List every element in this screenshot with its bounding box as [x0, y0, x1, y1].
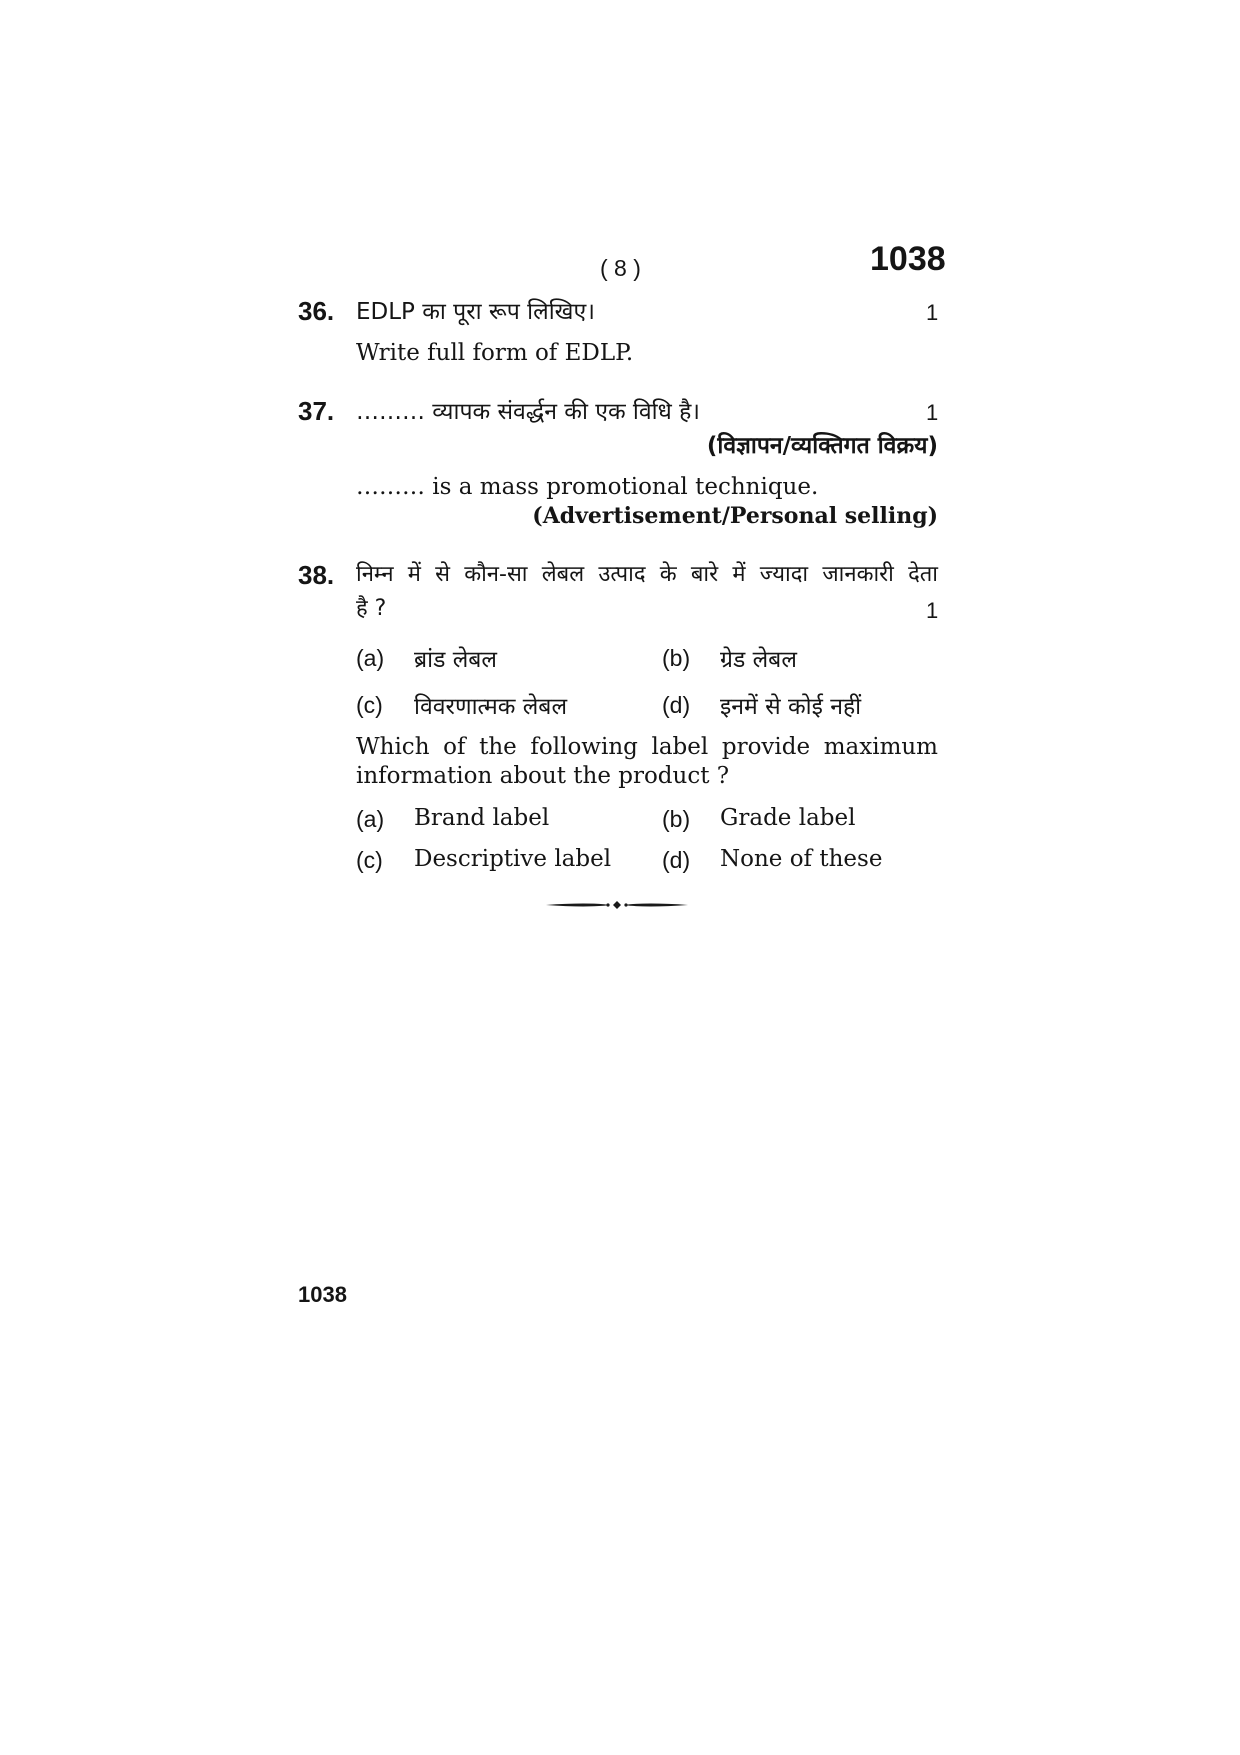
question-38-hindi-line2: है ? [356, 596, 387, 621]
question-37-english: ……… is a mass promotional technique. [356, 474, 819, 500]
english-option-a-text: Brand label [414, 805, 550, 831]
english-option-b-letter: (b) [662, 806, 691, 832]
question-38-english-line2: information about the product ? [356, 763, 730, 789]
question-number-36: 36. [298, 296, 335, 326]
hindi-option-c-letter: (c) [356, 692, 383, 718]
question-36-english: Write full form of EDLP. [356, 340, 634, 366]
end-ornament-divider [544, 898, 690, 912]
hindi-option-a-letter: (a) [356, 645, 385, 671]
hindi-option-d-letter: (d) [662, 692, 691, 718]
question-36-marks: 1 [926, 300, 939, 325]
question-37-hindi: ……… व्यापक संवर्द्धन की एक विधि है। [356, 399, 701, 425]
hindi-option-c-text: विवरणात्मक लेबल [414, 694, 568, 720]
question-number-38: 38. [298, 560, 335, 590]
question-38-english-line1: Which of the following label provide maximum [356, 734, 938, 760]
question-37-marks: 1 [926, 400, 939, 425]
page-number: ( 8 ) [600, 255, 641, 281]
paper-code-header: 1038 [870, 240, 946, 278]
hindi-option-a-text: ब्रांड लेबल [414, 647, 498, 673]
hindi-option-d-text: इनमें से कोई नहीं [720, 694, 862, 720]
hindi-option-b-letter: (b) [662, 645, 691, 671]
english-option-c-text: Descriptive label [414, 846, 612, 872]
question-number-37: 37. [298, 396, 335, 426]
english-option-d-text: None of these [720, 846, 883, 872]
hindi-option-b-text: ग्रेड लेबल [720, 647, 797, 673]
english-option-d-letter: (d) [662, 847, 691, 873]
english-option-c-letter: (c) [356, 847, 383, 873]
question-37-hindi-hint: (विज्ञापन/व्यक्तिगत विक्रय) [706, 433, 938, 459]
paper-code-footer: 1038 [298, 1282, 347, 1307]
question-38-hindi-line1: निम्न में से कौन-सा लेबल उत्पाद के बारे में ज्यादा जानकारी देता [356, 562, 938, 587]
question-36-hindi: EDLP का पूरा रूप लिखिए। [356, 299, 595, 325]
english-option-b-text: Grade label [720, 805, 856, 831]
question-37-english-hint: (Advertisement/Personal selling) [532, 503, 938, 529]
question-38-marks: 1 [926, 598, 939, 623]
english-option-a-letter: (a) [356, 806, 385, 832]
